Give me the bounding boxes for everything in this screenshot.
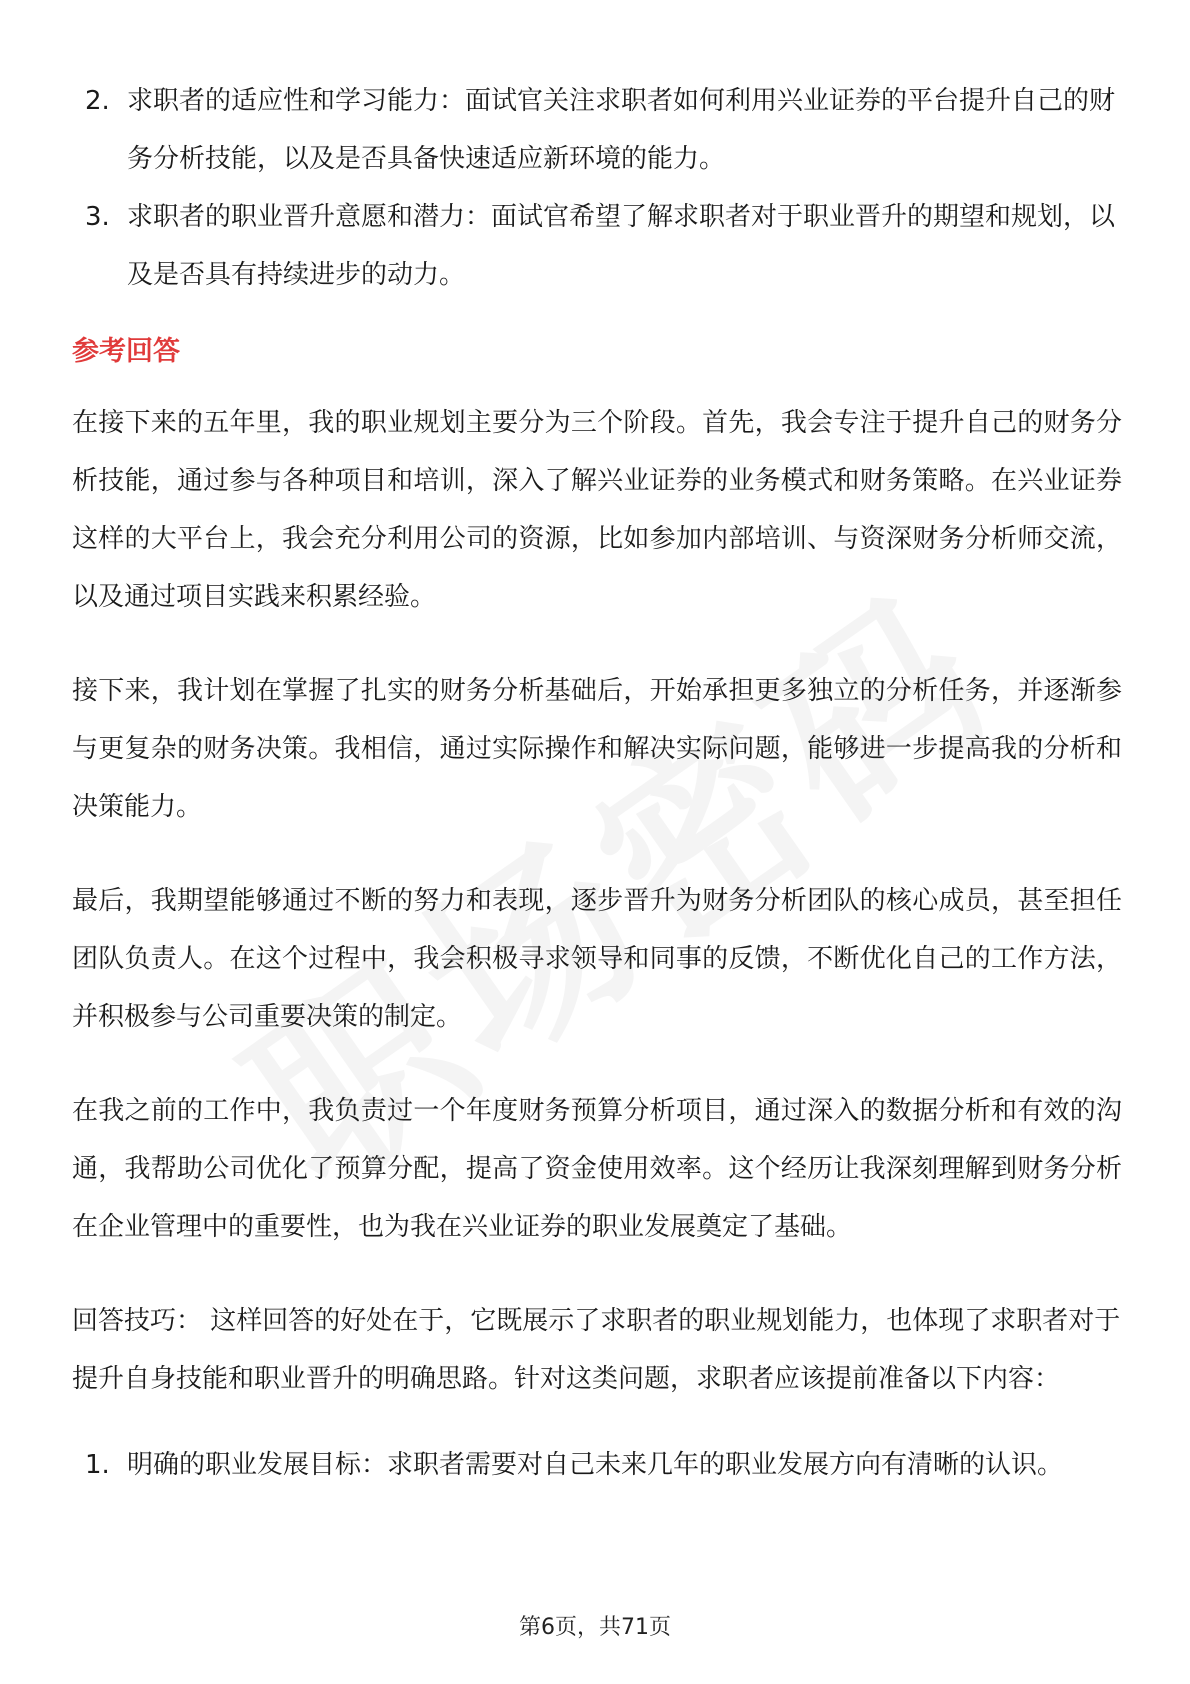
- list-item: [72, 72, 1122, 188]
- paragraph: 接下来，我计划在掌握了扎实的财务分析基础后，开始承担更多独立的分析任务，并逐渐参与更复杂的财务决策。我相信，通过实际操作和解决实际问题，能够进一步提高我的分析和决策能力。: [72, 676, 1122, 822]
- list-item-text: 明确的职业发展目标：求职者需要对自己未来几年的职业发展方向有清晰的认识。: [127, 1450, 1064, 1480]
- list-item-text: 求职者的适应性和学习能力：面试官关注求职者如何利用兴业证券的平台提升自己的财务分析技能，以及是否具备快速适应新环境的能力。: [127, 86, 1116, 174]
- list-item-number: 3.: [85, 202, 110, 232]
- list-item-number: 2.: [85, 86, 110, 116]
- top-numbered-list: [72, 72, 1122, 304]
- answer-tips: 回答技巧： 这样回答的好处在于，它既展示了求职者的职业规划能力，也体现了求职者对于提升自身技能和职业晋升的明确思路。针对这类问题，求职者应该提前准备以下内容：: [72, 1306, 1121, 1394]
- paragraph: 在接下来的五年里，我的职业规划主要分为三个阶段。首先，我会专注于提升自己的财务分析技能，通过参与各种项目和培训，深入了解兴业证券的业务模式和财务策略。在兴业证券这样的大平台上，我会充分利用公司的资源，比如参加内部培训、与资深财务分析师交流，以及通过项目实践来积累经验。: [72, 408, 1122, 612]
- list-item-number: 1.: [85, 1450, 110, 1480]
- page-number-footer: 第6页，共71页: [519, 1615, 671, 1640]
- list-item-text: 求职者的职业晋升意愿和潜力：面试官希望了解求职者对于职业晋升的期望和规划，以及是否具有持续进步的动力。: [127, 202, 1116, 290]
- paragraph: 最后，我期望能够通过不断的努力和表现，逐步晋升为财务分析团队的核心成员，甚至担任团队负责人。在这个过程中，我会积极寻求领导和同事的反馈，不断优化自己的工作方法，并积极参与公司重要决策的制定。: [72, 886, 1122, 1032]
- document-body: [72, 72, 1122, 1494]
- list-item: [72, 188, 1122, 304]
- section-heading: 参考回答: [72, 336, 180, 367]
- bottom-numbered-list: [72, 1436, 1122, 1494]
- paragraph: 在我之前的工作中，我负责过一个年度财务预算分析项目，通过深入的数据分析和有效的沟通，我帮助公司优化了预算分配，提高了资金使用效率。这个经历让我深刻理解到财务分析在企业管理中的重要性，也为我在兴业证券的职业发展奠定了基础。: [72, 1096, 1122, 1242]
- list-item: [72, 1436, 1122, 1494]
